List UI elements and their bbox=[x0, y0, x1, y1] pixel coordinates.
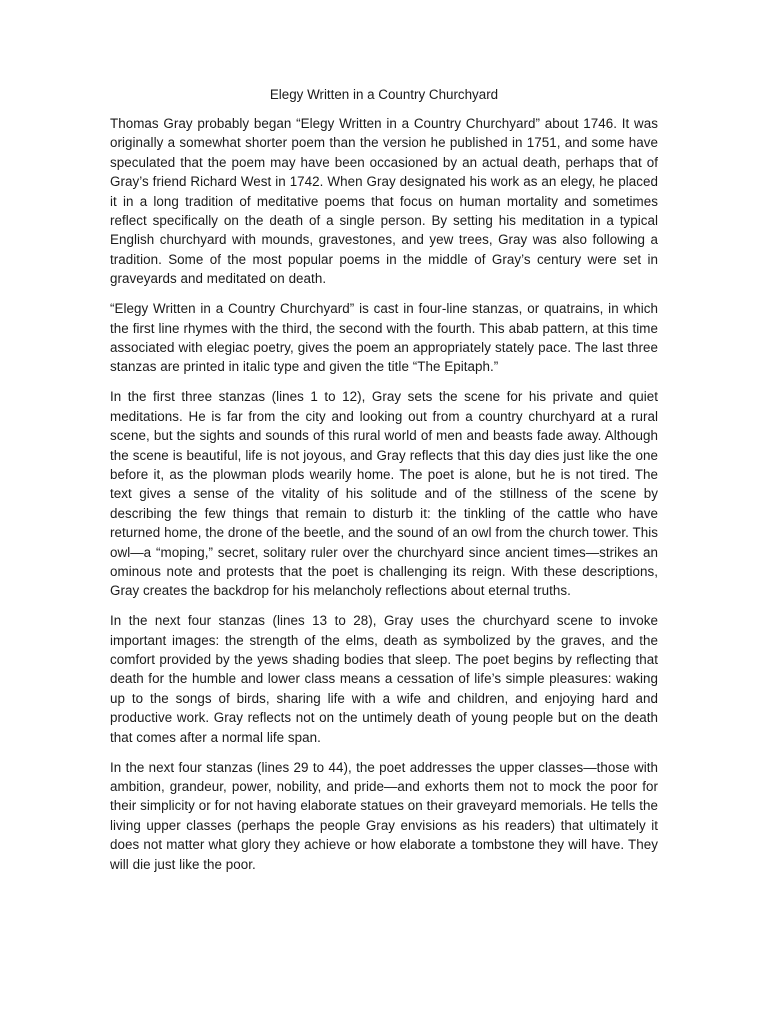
paragraph-1: Thomas Gray probably began “Elegy Written in a Country Churchyard” about 1746. It was originally a somewhat shorter poem than the version he published in 1751, and some have speculated that the poem may have been occasioned by an actual death, perhaps that of Gray’s friend Richard West in 1742. When Gray designated his work as an elegy, he placed it in a long tradition of meditative poems that focus on human mortality and sometimes reflect specifically on the death of a single person. By setting his meditation in a typical English churchyard with mounds, gravestones, and yew trees, Gray was also following a tradition. Some of the most popular poems in the middle of Gray’s century were set in graveyards and meditated on death. bbox=[110, 116, 658, 287]
paragraph-2: “Elegy Written in a Country Churchyard” is cast in four-line stanzas, or quatrains, in which the first line rhymes with the third, the second with the fourth. This abab pattern, at this time associated with elegiac poetry, gives the poem an appropriately stately pace. The last three stanzas are printed in italic type and given the title “The Epitaph.” bbox=[110, 301, 658, 375]
paragraph-3: In the first three stanzas (lines 1 to 12), Gray sets the scene for his private and quiet meditations. He is far from the city and looking out from a country churchyard at a rural scene, but the sights and sounds of this rural world of men and beasts fade away. Although the scene is beautiful, life is not joyous, and Gray reflects that this day dies just like the one before it, as the plowman plods wearily home. The poet is alone, but he is not tired. The text gives a sense of the vitality of his solitude and of the stillness of the scene by describing the few things that remain to disturb it: the tinkling of the cattle who have returned home, the drone of the beetle, and the sound of an owl from the church tower. This owl—a “moping,” secret, solitary ruler over the churchyard since ancient times—strikes an ominous note and protests that the poet is challenging its reign. With these descriptions, Gray creates the backdrop for his melancholy reflections about eternal truths. bbox=[110, 389, 658, 599]
paragraph-5: In the next four stanzas (lines 29 to 44), the poet addresses the upper classes—those with ambition, grandeur, power, nobility, and pride—and exhorts them not to mock the poor for their simplicity or for not having elaborate statues on their graveyard memorials. He tells the living upper classes (perhaps the people Gray envisions as his readers) that ultimately it does not matter what glory they achieve or how elaborate a tombstone they will have. They will die just like the poor. bbox=[110, 759, 658, 872]
document-body bbox=[110, 114, 658, 885]
paragraph-4: In the next four stanzas (lines 13 to 28), Gray uses the churchyard scene to invoke important images: the strength of the elms, death as symbolized by the graves, and the comfort provided by the yews shading bodies that sleep. The poet begins by reflecting that death for the humble and lower class means a cessation of life’s simple pleasures: waking up to the songs of birds, sharing life with a wife and children, and enjoying hard and productive work. Gray reflects not on the untimely death of young people but on the death that comes after a normal life span. bbox=[110, 613, 658, 745]
document-title: Elegy Written in a Country Churchyard bbox=[269, 87, 499, 102]
